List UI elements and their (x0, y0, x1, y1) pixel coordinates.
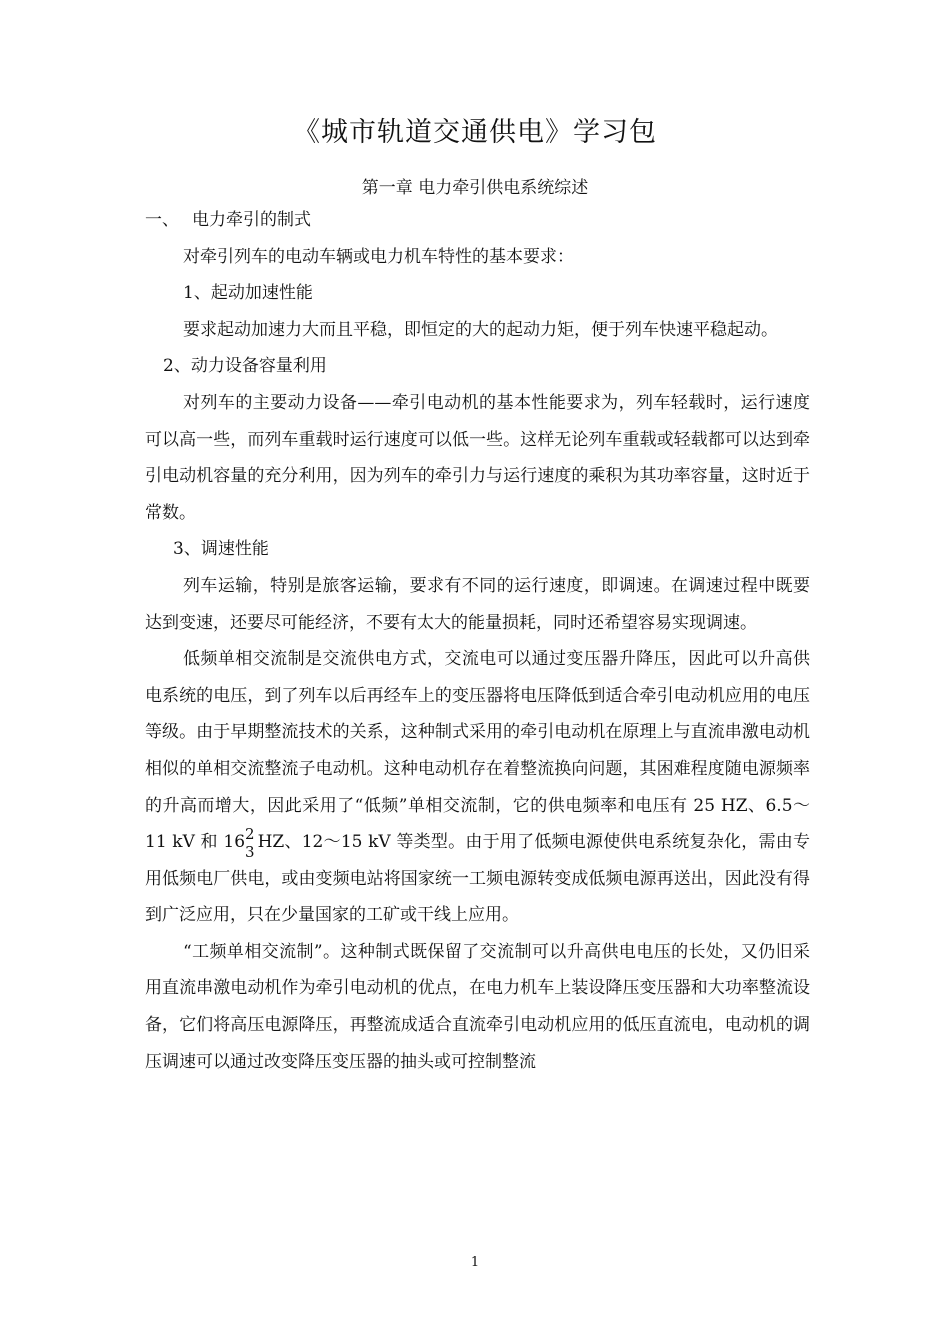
document-title: 《城市轨道交通供电》学习包 (293, 117, 657, 148)
item3-paragraph: 列车运输，特别是旅客运输，要求有不同的运行速度，即调速。在调速过程中既要达到变速，还要尽可能经济，不要有太大的能量损耗，同时还希望容易实现调速。 (145, 575, 810, 633)
item2-heading: 2、动力设备容量利用 (163, 356, 327, 377)
powerfreq-paragraph: “工频单相交流制”。这种制式既保留了交流制可以升高供电电压的长处，又仍旧采用直流串激电动机作为牵引电动机的优点，在电力机车上装设降压变压器和大功率整流设备，它们将高压电源降压，再整流成适合直流牵引电动机应用的低压直流电，电动机的调压调速可以通过改变降压变压器的抽头或可控制整流 (145, 941, 810, 1072)
section-number: 一、 (145, 210, 179, 230)
document-body (145, 202, 810, 1080)
lowfreq-text-a: 低频单相交流制是交流供电方式，交流电可以通过变压器升降压，因此可以升高供电系统的电压，到了列车以后再经车上的变压器将电压降低到适合牵引电动机应用的电压等级。由于早期整流技术的关系，这种制式采用的牵引电动机在原理上与直流串激电动机相似的单相交流整流子电动机。这种电动机存在着整流换向问题，其困难程度随电源频率的升高而增大，因此采用了“低频”单相交流制，它的供电频率和电压有 25 HZ、6.5～11 kV 和 16 (145, 649, 810, 853)
item1-paragraph: 要求起动加速力大而且平稳，即恒定的大的起动力矩，便于列车快速平稳起动。 (183, 319, 778, 340)
section-label: 电力牵引的制式 (192, 210, 311, 230)
fraction (245, 825, 255, 861)
lowfreq-text-b: HZ、12～15 kV 等类型。由于用了低频电源使供电系统复杂化，需由专用低频电厂供电，或由变频电站将国家统一工频电源转变成低频电源再送出，因此没有得到广泛应用，只在少量国家的工矿或干线上应用。 (145, 832, 810, 926)
chapter-title: 第一章 电力牵引供电系统综述 (361, 178, 589, 198)
lowfreq-paragraph (145, 641, 810, 934)
fraction-denominator: 3 (245, 842, 255, 861)
item1-heading: 1、起动加速性能 (183, 283, 313, 304)
section-heading (145, 202, 810, 239)
page-number: 1 (470, 1255, 480, 1270)
item3-heading: 3、调速性能 (173, 539, 269, 560)
intro-paragraph: 对牵引列车的电动车辆或电力机车特性的基本要求： (183, 246, 574, 267)
item2-paragraph: 对列车的主要动力设备——牵引电动机的基本性能要求为，列车轻载时，运行速度可以高一些，而列车重载时运行速度可以低一些。这样无论列车重载或轻载都可以达到牵引电动机容量的充分利用，因为列车的牵引力与运行速度的乘积为其功率容量，这时近于常数。 (145, 392, 810, 523)
fraction-numerator: 2 (245, 824, 255, 843)
